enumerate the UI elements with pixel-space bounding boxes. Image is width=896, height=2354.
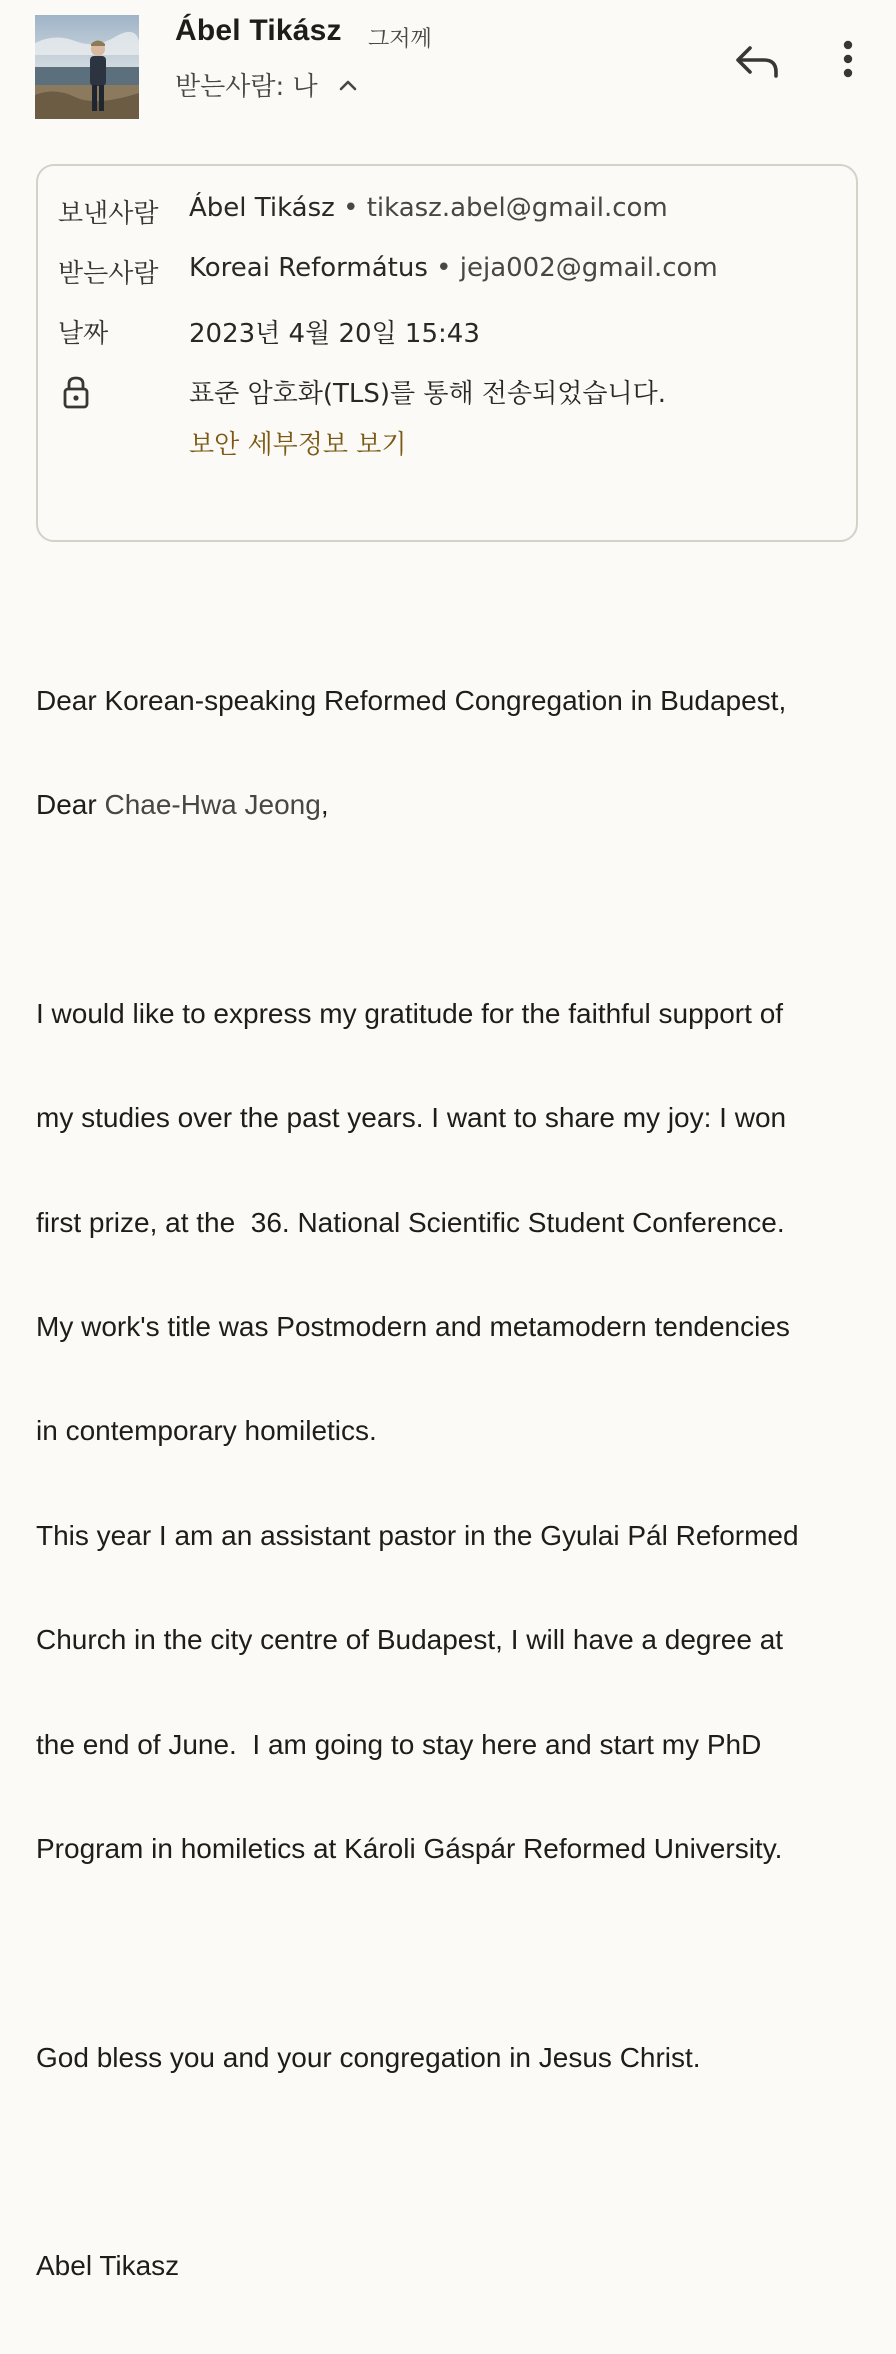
reply-icon [730, 36, 784, 82]
body-line: my studies over the past years. I want to share my joy: I won [36, 1102, 787, 1134]
view-security-details-link[interactable]: 보안 세부정보 보기 [189, 430, 407, 460]
body-line: This year I am an assistant pastor in the Gyulai Pál Reformed [36, 1519, 799, 1551]
recipient-toggle[interactable] [175, 66, 360, 103]
body-line: in contemporary homiletics. [36, 1415, 377, 1447]
message-body [36, 614, 876, 2354]
greeting-line-1: Dear Korean-speaking Reformed Congregation in Budapest, [36, 684, 787, 716]
body-line: first prize, at the 36. National Scientific Student Conference. [36, 1206, 785, 1238]
from-value: Ábel Tikász • tikasz.abel@gmail.com [189, 193, 668, 223]
chevron-up-icon [336, 73, 360, 97]
signature: Abel Tikasz [36, 2250, 180, 2282]
to-name: Koreai Református [189, 253, 428, 283]
from-name: Ábel Tikász [189, 193, 335, 223]
body-line: Program in homiletics at Károli Gáspár Reformed University. [36, 1832, 783, 1864]
date-value: 2023년 4월 20일 15:43 [189, 319, 480, 349]
lock-icon [60, 374, 92, 410]
encryption-info: 표준 암호화(TLS)를 통해 전송되었습니다. [189, 379, 666, 409]
received-time: 그저께 [368, 27, 432, 52]
from-label: 보낸사람 [58, 199, 159, 229]
sender-name[interactable]: Ábel Tikász [175, 14, 342, 47]
more-options-button[interactable] [830, 36, 866, 82]
recipient-summary: 받는사람: 나 [175, 72, 318, 102]
body-line: My work's title was Postmodern and metamodern tendencies [36, 1310, 790, 1342]
body-line: I would like to express my gratitude for the faithful support of [36, 997, 784, 1029]
to-email[interactable]: jeja002@gmail.com [459, 253, 718, 283]
to-value: Koreai Református • jeja002@gmail.com [189, 253, 718, 283]
to-label: 받는사람 [58, 259, 159, 289]
body-line: the end of June. I am going to stay here and start my PhD [36, 1728, 762, 1760]
reply-button[interactable] [730, 36, 784, 82]
person-photo-icon [35, 15, 139, 119]
more-vertical-icon [830, 36, 866, 82]
from-email[interactable]: tikasz.abel@gmail.com [366, 193, 668, 223]
recipient-name-link[interactable]: Chae-Hwa Jeong [104, 788, 321, 820]
date-label: 날짜 [58, 319, 109, 349]
greeting-line-2: Dear Chae-Hwa Jeong, [36, 788, 329, 820]
closing-line: God bless you and your congregation in Jesus Christ. [36, 2041, 701, 2073]
sender-avatar[interactable] [35, 15, 139, 119]
body-line: Church in the city centre of Budapest, I will have a degree at [36, 1624, 784, 1656]
